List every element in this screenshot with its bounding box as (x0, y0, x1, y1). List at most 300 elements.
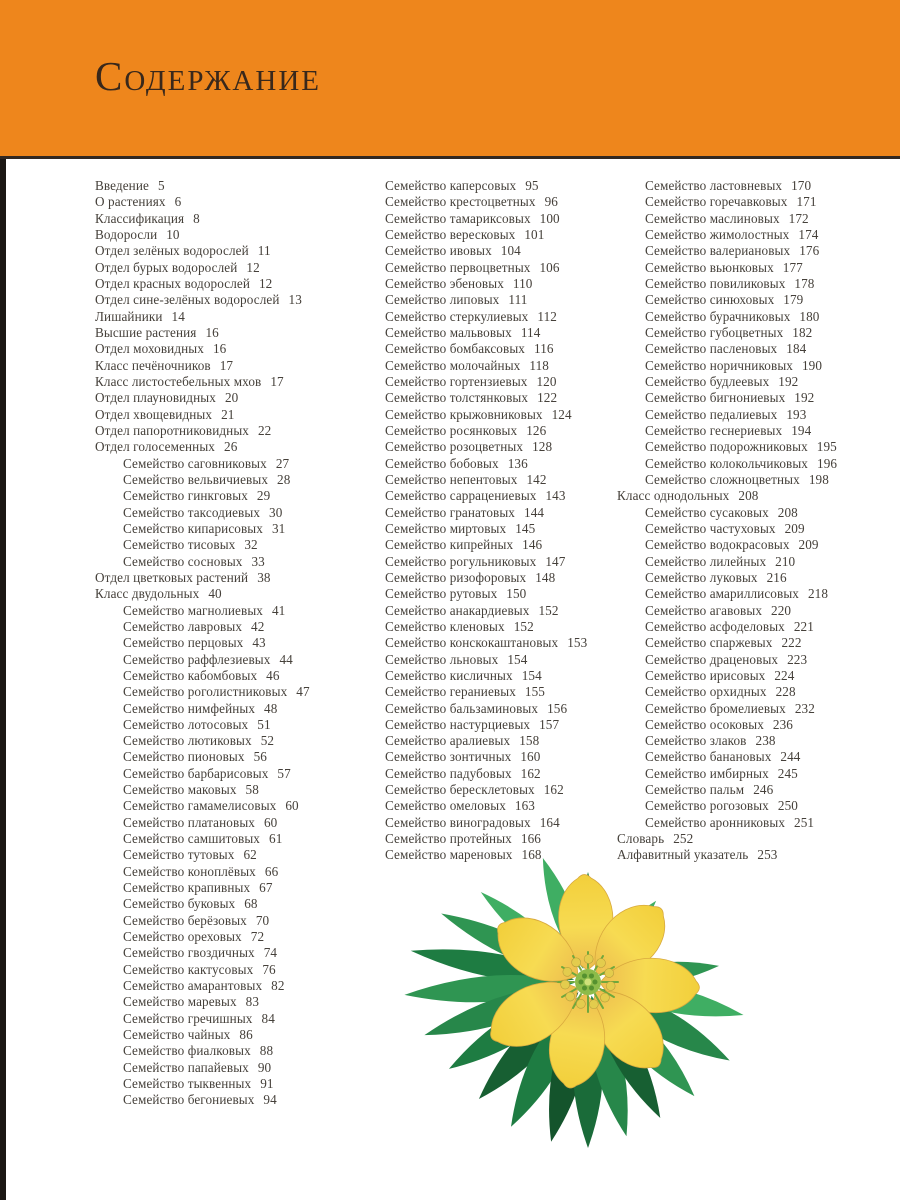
toc-item (617, 358, 900, 374)
flower-anther (561, 980, 570, 989)
toc-item (617, 815, 900, 831)
toc-item-label: Семейство драценовых (645, 651, 779, 667)
toc-item (357, 456, 617, 472)
toc-item-page: 245 (777, 765, 798, 781)
flower-anther (606, 981, 615, 990)
toc-item-page: 47 (296, 684, 310, 700)
toc-item-page: 11 (257, 243, 271, 259)
toc-item-label: Семейство нимфейных (123, 700, 256, 716)
toc-item-label: Семейство агавовых (645, 602, 763, 618)
toc-item (617, 668, 900, 684)
toc-item-page: 216 (766, 569, 787, 585)
toc-item-label: Семейство зонтичных (385, 749, 512, 765)
toc-item (357, 603, 617, 619)
toc-item (95, 1060, 357, 1076)
toc-item-page: 114 (520, 324, 541, 340)
toc-item (95, 929, 357, 945)
toc-item-page: 104 (500, 243, 521, 259)
toc-item (95, 472, 357, 488)
flower-illustration (383, 856, 847, 1200)
toc-item-label: Семейство бересклетовых (385, 782, 535, 798)
toc-item-label: Отдел хвощевидных (95, 406, 213, 422)
toc-item-label: Семейство горечавковых (645, 194, 788, 210)
toc-item-page: 192 (794, 390, 815, 406)
toc-item-page: 180 (799, 308, 820, 324)
toc-item-label: Семейство гранатовых (385, 504, 515, 520)
toc-item (95, 292, 357, 308)
toc-item (617, 749, 900, 765)
flower-anther (576, 999, 585, 1008)
toc-item (357, 423, 617, 439)
toc-item-page: 232 (794, 700, 815, 716)
toc-item-page: 196 (817, 455, 838, 471)
toc-item (617, 701, 900, 717)
toc-item-page: 223 (787, 651, 808, 667)
toc-item-page: 174 (798, 226, 819, 242)
toc-item-label: Семейство амарантовых (123, 978, 263, 994)
toc-item-label: Семейство ирисовых (645, 667, 766, 683)
toc-item-label: Семейство будлеевых (645, 373, 770, 389)
toc-item-page: 157 (539, 716, 560, 732)
toc-item-page: 16 (205, 324, 219, 340)
toc-item (95, 815, 357, 831)
toc-item (357, 194, 617, 210)
toc-item (95, 1027, 357, 1043)
toc-item (95, 1043, 357, 1059)
toc-item-page: 30 (269, 504, 283, 520)
toc-item-label: Введение (95, 178, 149, 193)
toc-item (617, 260, 900, 276)
toc-item-label: Семейство протейных (385, 831, 512, 847)
toc-item-label: Отдел красных водорослей (95, 275, 250, 291)
toc-item-label: Семейство гвоздичных (123, 945, 255, 961)
flower-anther (589, 1000, 598, 1009)
toc-item (617, 292, 900, 308)
toc-item-page: 62 (243, 847, 257, 863)
toc-item (95, 488, 357, 504)
toc-item-label: Семейство платановых (123, 814, 255, 830)
toc-item (357, 439, 617, 455)
toc-item (357, 733, 617, 749)
toc-item-label: Семейство барбарисовых (123, 765, 269, 781)
toc-item-page: 32 (244, 537, 258, 553)
toc-item-page: 176 (799, 243, 820, 259)
toc-item (617, 635, 900, 651)
toc-item-page: 152 (513, 618, 534, 634)
toc-item (95, 243, 357, 259)
toc-item-label: Семейство коноплёвых (123, 863, 256, 879)
toc-item-page: 12 (246, 259, 260, 275)
toc-item-label: Семейство магнолиевых (123, 602, 263, 618)
toc-item-label: Семейство ризофоровых (385, 569, 527, 585)
toc-item-page: 13 (288, 292, 302, 308)
toc-item-page: 166 (520, 831, 541, 847)
toc-item-page: 57 (277, 765, 291, 781)
toc-item-page: 42 (251, 618, 265, 634)
toc-item (95, 1011, 357, 1027)
toc-item-page: 44 (279, 651, 293, 667)
toc-item-page: 143 (545, 488, 566, 504)
toc-item-label: Класс двудольных (95, 586, 200, 602)
toc-item-page: 118 (529, 357, 549, 373)
toc-item-label: Семейство непентовых (385, 471, 518, 487)
toc-item-page: 33 (251, 553, 265, 569)
toc-item-label: Семейство конскокаштановых (385, 635, 559, 651)
toc-item-page: 40 (208, 586, 222, 602)
toc-item-page: 252 (673, 831, 694, 847)
toc-item-label: Отдел бурых водорослей (95, 259, 238, 275)
toc-item-label: Словарь (617, 831, 665, 847)
toc-item-page: 152 (538, 602, 559, 618)
toc-item-page: 96 (544, 194, 558, 210)
toc-item (617, 570, 900, 586)
toc-item-label: Семейство подорожниковых (645, 439, 808, 455)
toc-item-page: 182 (792, 324, 813, 340)
flower-center-core (585, 979, 592, 986)
toc-item-label: Семейство кипарисовых (123, 520, 263, 536)
toc-item-page: 110 (512, 275, 533, 291)
toc-item-page: 218 (807, 586, 829, 602)
toc-item-page: 120 (536, 373, 557, 389)
toc-item-label: Семейство водокрасовых (645, 537, 790, 553)
toc-item-page: 148 (535, 569, 556, 585)
flower-anther (563, 967, 572, 976)
toc-item-label: Семейство гераниевых (385, 684, 516, 700)
toc-item-page: 136 (507, 455, 528, 471)
toc-item (357, 635, 617, 651)
toc-item-page: 52 (260, 733, 275, 749)
toc-item (357, 341, 617, 357)
toc-item-label: Семейство толстянковых (385, 390, 529, 406)
toc-item (357, 554, 617, 570)
toc-item (95, 1076, 357, 1092)
toc-item-label: Семейство осоковых (645, 716, 764, 732)
toc-item-label: Водоросли (95, 226, 158, 242)
toc-item-page: 12 (258, 275, 273, 291)
toc-item (357, 749, 617, 765)
toc-item (95, 260, 357, 276)
toc-item (95, 570, 357, 586)
toc-item-page: 238 (755, 733, 776, 749)
toc-item-page: 158 (519, 733, 540, 749)
toc-item (357, 684, 617, 700)
toc-item-page: 95 (525, 178, 539, 193)
toc-item-label: Семейство бигнониевых (645, 390, 786, 406)
toc-item (95, 684, 357, 700)
toc-item (617, 390, 900, 406)
toc-item-label: Семейство падубовых (385, 765, 512, 781)
toc-item-label: Отдел плауновидных (95, 390, 216, 406)
toc-item-label: Семейство бомбаксовых (385, 341, 525, 357)
toc-item-page: 251 (794, 814, 815, 830)
toc-item-label: Семейство саговниковых (123, 455, 267, 471)
toc-item-page: 101 (524, 226, 545, 242)
toc-item-page: 162 (520, 765, 541, 781)
toc-item-label: Семейство педалиевых (645, 406, 778, 422)
toc-item-page: 209 (784, 520, 805, 536)
toc-item-page: 198 (808, 471, 829, 487)
toc-item-label: Семейство самшитовых (123, 831, 260, 847)
toc-item-label: Семейство аронниковых (645, 814, 786, 830)
toc-item-page: 253 (757, 847, 778, 863)
toc-item-page: 14 (171, 308, 185, 324)
toc-item-label: Семейство лютиковых (123, 733, 252, 749)
toc-item-label: Семейство геснериевых (645, 422, 783, 438)
toc-item-label: Семейство бегониевых (123, 1092, 255, 1108)
toc-item-page: 156 (547, 700, 568, 716)
toc-item (95, 782, 357, 798)
toc-item (95, 945, 357, 961)
toc-item (357, 668, 617, 684)
toc-item-page: 6 (174, 194, 182, 210)
toc-item-label: Семейство ореховых (123, 929, 242, 945)
toc-item-page: 61 (269, 831, 283, 847)
toc-item (95, 537, 357, 553)
toc-item-label: Отдел моховидных (95, 341, 204, 357)
toc-item-label: Семейство аралиевых (385, 733, 511, 749)
toc-item (95, 390, 357, 406)
toc-item-label: Семейство раффлезиевых (123, 651, 271, 667)
toc-item-label: Отдел голосеменных (95, 439, 215, 455)
flower-center-dot (582, 986, 587, 991)
toc-item-label: Семейство рогозовых (645, 798, 769, 814)
toc-item-label: Семейство тамариксовых (385, 210, 531, 226)
toc-item-label: Семейство мальвовых (385, 324, 512, 340)
toc-item-label: Семейство ластовневых (645, 178, 783, 193)
toc-item-page: 94 (263, 1092, 277, 1108)
toc-item (95, 798, 357, 814)
toc-item (95, 749, 357, 765)
toc-item (95, 733, 357, 749)
toc-item (617, 407, 900, 423)
toc-item-page: 163 (514, 798, 535, 814)
toc-item-label: Семейство норичниковых (645, 357, 793, 373)
toc-item (95, 276, 357, 292)
flower-anther (566, 992, 575, 1001)
toc-item (617, 521, 900, 537)
toc-item-page: 112 (537, 308, 557, 324)
toc-item-page: 122 (537, 390, 558, 406)
toc-item-label: Семейство повиликовых (645, 275, 786, 291)
toc-item (617, 619, 900, 635)
toc-item-page: 16 (212, 341, 227, 357)
toc-item (357, 358, 617, 374)
toc-item-page: 76 (262, 961, 276, 977)
toc-item-page: 190 (801, 357, 823, 373)
toc-item-label: Семейство синюховых (645, 292, 775, 308)
toc-item (617, 227, 900, 243)
toc-item (617, 782, 900, 798)
toc-item-page: 244 (780, 749, 801, 765)
toc-item-page: 154 (521, 667, 542, 683)
toc-item (617, 554, 900, 570)
toc-item (95, 341, 357, 357)
toc-item-page: 177 (782, 259, 803, 275)
toc-item-label: Семейство берёзовых (123, 912, 247, 928)
toc-item (95, 521, 357, 537)
toc-item-page: 142 (526, 471, 547, 487)
toc-item-label: Семейство асфоделовых (645, 618, 785, 634)
toc-item (95, 831, 357, 847)
toc-item-label: Отдел сине-зелёных водорослей (95, 292, 280, 308)
toc-item (95, 880, 357, 896)
toc-item-label: Семейство гинкговых (123, 488, 248, 504)
toc-item-label: Семейство льновых (385, 651, 499, 667)
toc-item (357, 276, 617, 292)
toc-item-label: Семейство гамамелисовых (123, 798, 277, 814)
toc-item-label: Семейство бальзаминовых (385, 700, 539, 716)
toc-item-page: 194 (791, 422, 812, 438)
toc-item-label: Семейство анакардиевых (385, 602, 530, 618)
toc-item-page: 195 (816, 439, 837, 455)
toc-item-page: 208 (738, 488, 759, 504)
toc-item-label: Семейство имбирных (645, 765, 769, 781)
toc-item-label: Семейство росянковых (385, 422, 518, 438)
toc-item (617, 374, 900, 390)
toc-item-label: Семейство валериановых (645, 243, 791, 259)
toc-item-label: Семейство бромелиевых (645, 700, 786, 716)
toc-item (617, 733, 900, 749)
toc-item (617, 586, 900, 602)
toc-item-page: 20 (224, 390, 239, 406)
toc-item-label: Семейство фиалковых (123, 1043, 251, 1059)
toc-item-label: Семейство мареновых (385, 847, 513, 863)
toc-item-page: 210 (775, 553, 796, 569)
toc-item-page: 168 (521, 847, 542, 863)
toc-item-label: Семейство частуховых (645, 520, 776, 536)
toc-item (95, 717, 357, 733)
toc-item-page: 116 (533, 341, 554, 357)
toc-item-page: 29 (256, 488, 271, 504)
toc-item-page: 27 (275, 455, 290, 471)
toc-item (95, 864, 357, 880)
toc-item (95, 178, 357, 194)
toc-item (357, 243, 617, 259)
toc-item-label: Семейство вельвичиевых (123, 471, 269, 487)
toc-item-page: 5 (157, 178, 165, 193)
toc-item (95, 456, 357, 472)
toc-item-page: 17 (219, 357, 234, 373)
toc-item-label: Семейство кисличных (385, 667, 513, 683)
toc-item-label: Семейство виноградовых (385, 814, 531, 830)
toc-item-page: 43 (252, 635, 266, 651)
toc-item-page: 60 (263, 814, 278, 830)
toc-item-label: Лишайники (95, 308, 163, 324)
toc-item (357, 652, 617, 668)
toc-item (95, 913, 357, 929)
toc-item-page: 153 (567, 635, 588, 651)
toc-item-label: Семейство кактусовых (123, 961, 254, 977)
toc-item-page: 106 (539, 259, 560, 275)
toc-item-label: Семейство настурциевых (385, 716, 531, 732)
toc-item-page: 38 (257, 569, 271, 585)
toc-item (95, 194, 357, 210)
toc-item (617, 456, 900, 472)
toc-item-page: 126 (526, 422, 547, 438)
toc-item-page: 51 (257, 716, 271, 732)
toc-item (95, 358, 357, 374)
toc-item (95, 505, 357, 521)
toc-item (95, 652, 357, 668)
toc-item-page: 184 (786, 341, 807, 357)
toc-item-label: Семейство ивовых (385, 243, 492, 259)
toc-item-page: 82 (271, 978, 285, 994)
toc-item-page: 170 (791, 178, 812, 193)
toc-item-label: Семейство спаржевых (645, 635, 773, 651)
toc-item (617, 178, 900, 194)
toc-item-page: 146 (522, 537, 543, 553)
toc-item-label: Семейство стеркулиевых (385, 308, 529, 324)
toc-item-label: Семейство гречишных (123, 1010, 253, 1026)
toc-item-page: 91 (260, 1076, 274, 1092)
toc-item (357, 766, 617, 782)
toc-item (95, 374, 357, 390)
flower-anther (596, 958, 605, 967)
toc-item-label: Семейство таксодиевых (123, 504, 261, 520)
toc-item-label: Семейство губоцветных (645, 324, 784, 340)
toc-item-label: Семейство луковых (645, 569, 758, 585)
toc-item (95, 309, 357, 325)
toc-item (357, 619, 617, 635)
toc-item-label: Семейство миртовых (385, 520, 507, 536)
toc-item (357, 798, 617, 814)
toc-item (357, 570, 617, 586)
toc-item-page: 70 (255, 912, 270, 928)
toc-item-page: 8 (193, 210, 200, 226)
toc-item (95, 211, 357, 227)
toc-item (95, 603, 357, 619)
toc-item-label: Семейство кленовых (385, 618, 505, 634)
toc-item (357, 782, 617, 798)
toc-item-label: Семейство кипрейных (385, 537, 514, 553)
toc-item (357, 260, 617, 276)
toc-item (95, 994, 357, 1010)
toc-item-page: 124 (551, 406, 572, 422)
toc-item-page: 208 (777, 504, 798, 520)
flower-anther (605, 969, 614, 978)
toc-item (95, 635, 357, 651)
toc-item-label: Семейство рутовых (385, 586, 498, 602)
toc-item-label: Семейство злаков (645, 733, 747, 749)
toc-item-label: Семейство крапивных (123, 880, 251, 896)
toc-item-label: Отдел зелёных водорослей (95, 243, 249, 259)
toc-item-label: Семейство маслиновых (645, 210, 780, 226)
toc-item (95, 227, 357, 243)
toc-item-label: Класс листостебельных мхов (95, 373, 262, 389)
toc-item-label: Семейство каперсовых (385, 178, 517, 193)
toc-item-page: 26 (224, 439, 238, 455)
toc-item-label: Семейство маковых (123, 782, 237, 798)
toc-item-page: 250 (777, 798, 798, 814)
toc-item (617, 766, 900, 782)
toc-item-label: Семейство тутовых (123, 847, 235, 863)
toc-item-page: 236 (772, 716, 793, 732)
toc-item (357, 488, 617, 504)
toc-item (617, 309, 900, 325)
flower-anther (584, 955, 593, 964)
toc-item-label: Классификация (95, 210, 185, 226)
toc-item-label: Семейство тисовых (123, 537, 236, 553)
toc-item-label: Семейство перцовых (123, 635, 244, 651)
toc-item-label: Семейство лавровых (123, 618, 243, 634)
toc-item-page: 154 (507, 651, 528, 667)
toc-item (357, 227, 617, 243)
toc-item-label: Семейство бурачниковых (645, 308, 791, 324)
toc-item-label: Семейство эбеновых (385, 275, 504, 291)
toc-item (95, 439, 357, 455)
toc-item-page: 179 (783, 292, 804, 308)
toc-item-page: 10 (166, 226, 180, 242)
